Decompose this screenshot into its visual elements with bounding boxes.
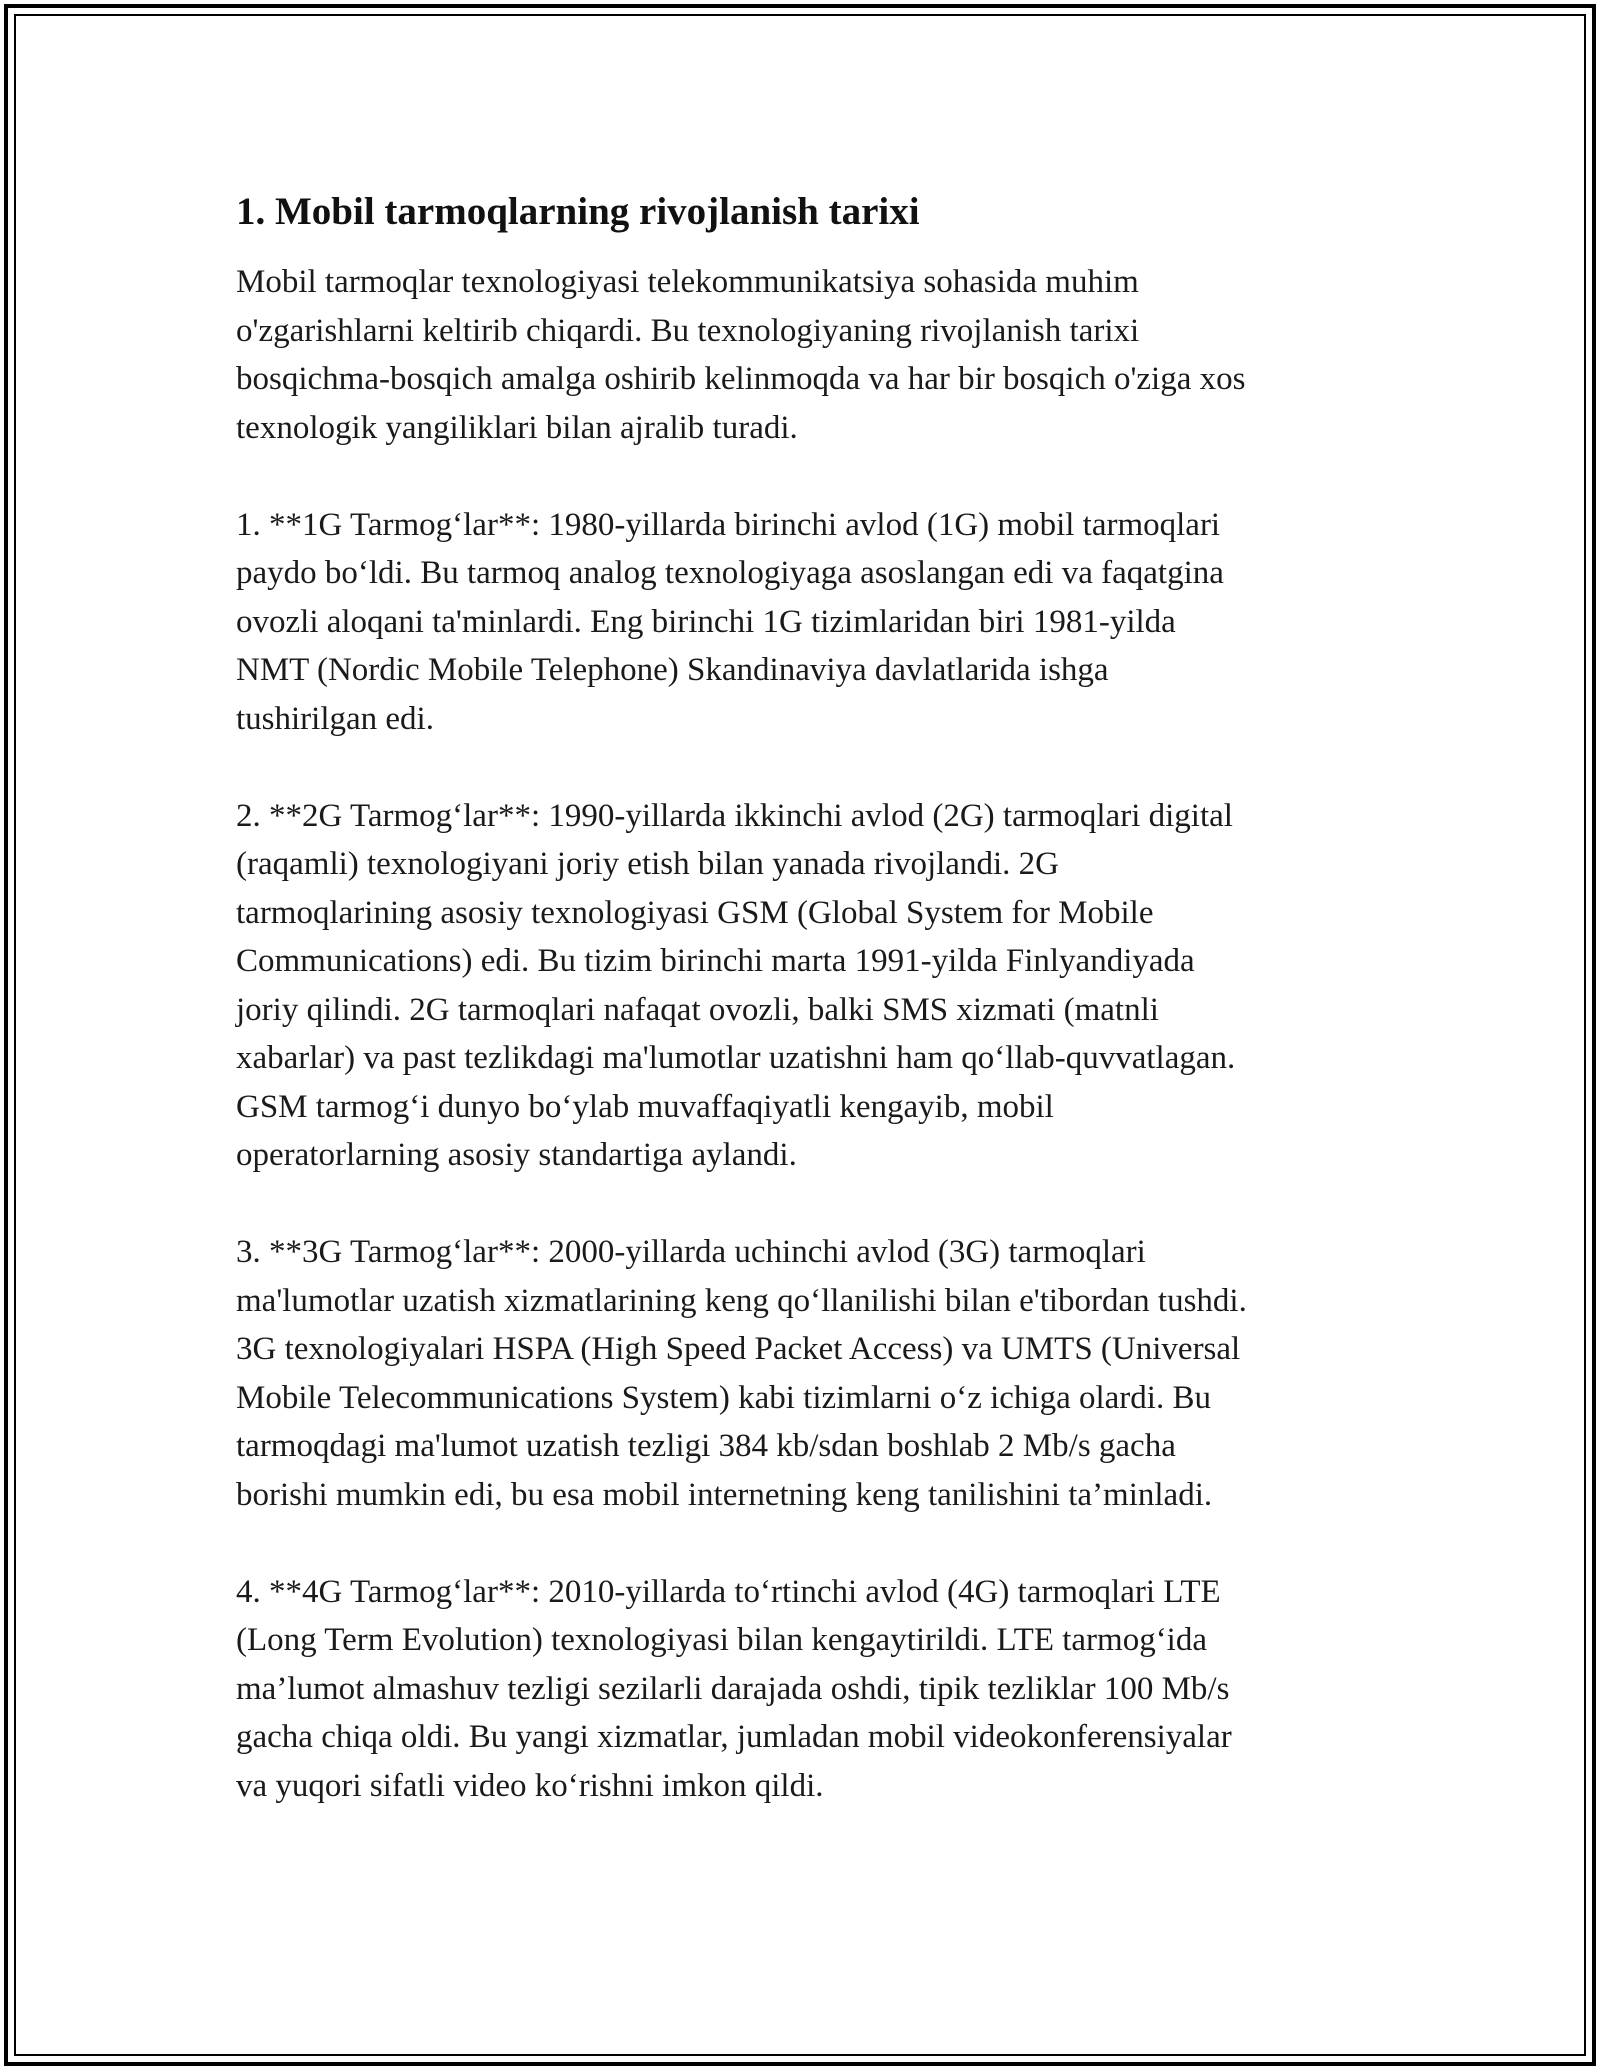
document-body xyxy=(236,178,1366,1859)
list-item-2g: 2. **2G Tarmog‘lar**: 1990-yillarda ikkinchi avlod (2G) tarmoqlari digital (raqamli) texnologiyani joriy etish bilan yanada rivojlandi. 2G tarmoqlarining asosiy texnologiyasi GSM (Global System for Mobile Communications) edi. Bu tizim birinchi marta 1991-yilda Finlyandiyada joriy qilindi. 2G tarmoqlari nafaqat ovozli, balki SMS xizmati (matnli xabarlar) va past tezlikdagi ma'lumotlar uzatishni ham qo‘llab-quvvatlagan. GSM tarmog‘i dunyo bo‘ylab muvaffaqiyatli kengayib, mobil operatorlarning asosiy standartiga aylandi. xyxy=(236,797,1236,1173)
list-item-4g: 4. **4G Tarmog‘lar**: 2010-yillarda to‘rtinchi avlod (4G) tarmoqlari LTE (Long Term Evolution) texnologiyasi bilan kengaytirildi. LTE tarmog‘ida ma’lumot almashuv tezligi sezilarli darajada oshdi, tipik tezliklar 100 Mb/s gacha chiqa oldi. Bu yangi xizmatlar, jumladan mobil videokonferensiyalar va yuqori sifatli video ko‘rishni imkon qildi. xyxy=(236,1573,1232,1804)
list-item-1g: 1. **1G Tarmog‘lar**: 1980-yillarda birinchi avlod (1G) mobil tarmoqlari paydo bo‘ldi. Bu tarmoq analog texnologiyaga asoslangan edi va faqatgina ovozli aloqani ta'minlardi. Eng birinchi 1G tizimlaridan biri 1981-yilda NMT (Nordic Mobile Telephone) Skandinaviya davlatlarida ishga tushirilgan edi. xyxy=(236,506,1224,737)
intro-paragraph: Mobil tarmoqlar texnologiyasi telekommunikatsiya sohasida muhim o'zgarishlarni keltirib chiqardi. Bu texnologiyaning rivojlanish tarixi bosqichma-bosqich amalga oshirib kelinmoqda va har bir bosqich o'ziga xos texnologik yangiliklari bilan ajralib turadi. xyxy=(236,264,1246,446)
list-item-3g: 3. **3G Tarmog‘lar**: 2000-yillarda uchinchi avlod (3G) tarmoqlari ma'lumotlar uzatish xizmatlarining keng qo‘llanilishi bilan e'tibordan tushdi. 3G texnologiyalari HSPA (High Speed Packet Access) va UMTS (Universal Mobile Telecommunications System) kabi tizimlarni o‘z ichiga olardi. Bu tarmoqdagi ma'lumot uzatish tezligi 384 kb/sdan boshlab 2 Mb/s gacha borishi mumkin edi, bu esa mobil internetning keng tanilishini ta’minladi. xyxy=(236,1234,1247,1513)
section-heading: 1. Mobil tarmoqlarning rivojlanish tarixi xyxy=(236,190,920,233)
